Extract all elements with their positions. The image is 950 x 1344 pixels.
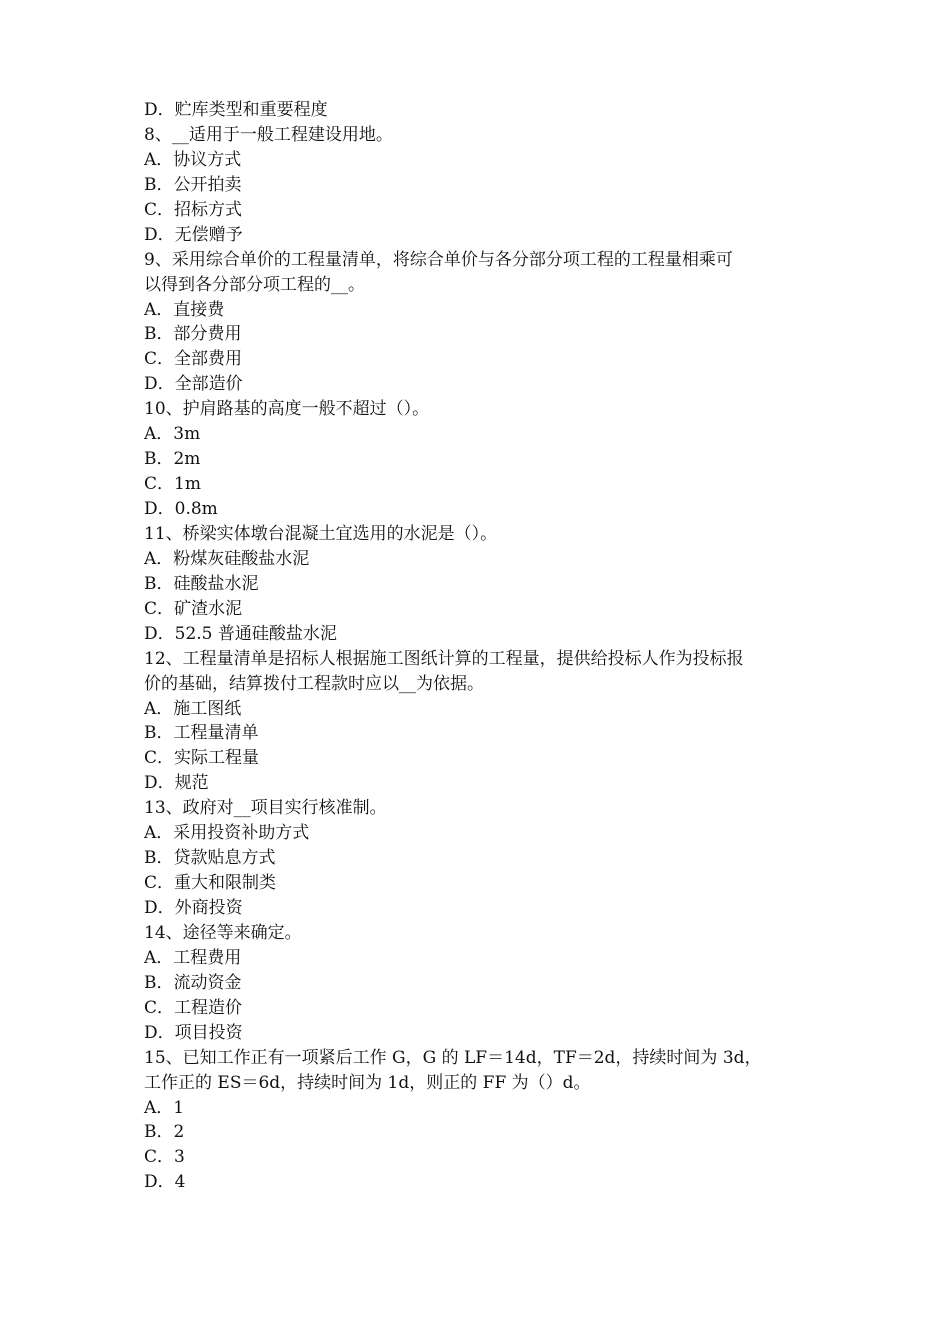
option-c-q12: C．实际工程量 xyxy=(144,748,260,769)
option-c-q15: C．3 xyxy=(144,1147,185,1168)
option-c-q8: C．招标方式 xyxy=(144,199,243,220)
option-b-q13: B．贷款贴息方式 xyxy=(144,848,276,869)
option-c-q9: C．全部费用 xyxy=(144,349,243,370)
option-d-q10: D．0.8m xyxy=(144,499,218,519)
question-8: 8、__适用于一般工程建设用地。 xyxy=(144,124,393,145)
question-12-line-1: 12、工程量清单是招标人根据施工图纸计算的工程量，提供给投标人作为投标报 xyxy=(144,648,744,669)
option-a-q8: A．协议方式 xyxy=(144,149,242,170)
option-d-q12: D．规范 xyxy=(144,773,209,794)
option-b-q12: B．工程量清单 xyxy=(144,723,259,744)
option-a-q11: A．粉煤灰硅酸盐水泥 xyxy=(144,548,310,569)
option-d-q9: D．全部造价 xyxy=(144,374,243,395)
question-9-line-1: 9、采用综合单价的工程量清单，将综合单价与各分部分项工程的工程量相乘可 xyxy=(144,249,733,270)
option-d-q8: D．无偿赠予 xyxy=(144,224,243,245)
option-a-q15: A．1 xyxy=(144,1097,185,1118)
option-a-q10: A．3m xyxy=(144,424,201,445)
option-c-q10: C．1m xyxy=(144,474,201,495)
option-b-q15: B．2 xyxy=(144,1122,185,1143)
question-9-line-2: 以得到各分部分项工程的__。 xyxy=(144,274,365,295)
option-b-q10: B．2m xyxy=(144,449,201,470)
option-c-q14: C．工程造价 xyxy=(144,997,243,1018)
option-d-q11: D．52.5 普通硅酸盐水泥 xyxy=(144,623,337,644)
question-12-line-2: 价的基础，结算拨付工程款时应以__为依据。 xyxy=(144,673,484,694)
question-15-line-1: 15、已知工作正有一项紧后工作 G，G 的 LF＝14d，TF＝2d，持续时间为 3d， xyxy=(144,1047,762,1068)
option-a-q9: A．直接费 xyxy=(144,299,225,320)
question-13: 13、政府对__项目实行核准制。 xyxy=(144,798,387,819)
option-b-q8: B．公开拍卖 xyxy=(144,174,242,195)
option-b-q14: B．流动资金 xyxy=(144,972,242,993)
option-d-q14: D．项目投资 xyxy=(144,1022,243,1043)
option-a-q14: A．工程费用 xyxy=(144,947,242,968)
option-b-q11: B．硅酸盐水泥 xyxy=(144,573,259,594)
option-a-q13: A．采用投资补助方式 xyxy=(144,823,310,844)
option-b-q9: B．部分费用 xyxy=(144,324,242,345)
question-14: 14、途径等来确定。 xyxy=(144,922,302,943)
option-d-q15: D．4 xyxy=(144,1172,186,1193)
option-d-q13: D．外商投资 xyxy=(144,898,243,918)
option-c-q11: C．矿渣水泥 xyxy=(144,598,243,619)
document-page xyxy=(144,98,814,1195)
question-11: 11、桥梁实体墩台混凝土宜选用的水泥是（）。 xyxy=(144,523,498,544)
option-a-q12: A．施工图纸 xyxy=(144,698,242,719)
option-c-q13: C．重大和限制类 xyxy=(144,873,277,894)
question-15-line-2: 工作正的 ES＝6d，持续时间为 1d，则正的 FF 为（）d。 xyxy=(144,1072,591,1093)
question-10: 10、护肩路基的高度一般不超过（）。 xyxy=(144,399,430,420)
option-d-q7: D．贮库类型和重要程度 xyxy=(144,100,328,120)
